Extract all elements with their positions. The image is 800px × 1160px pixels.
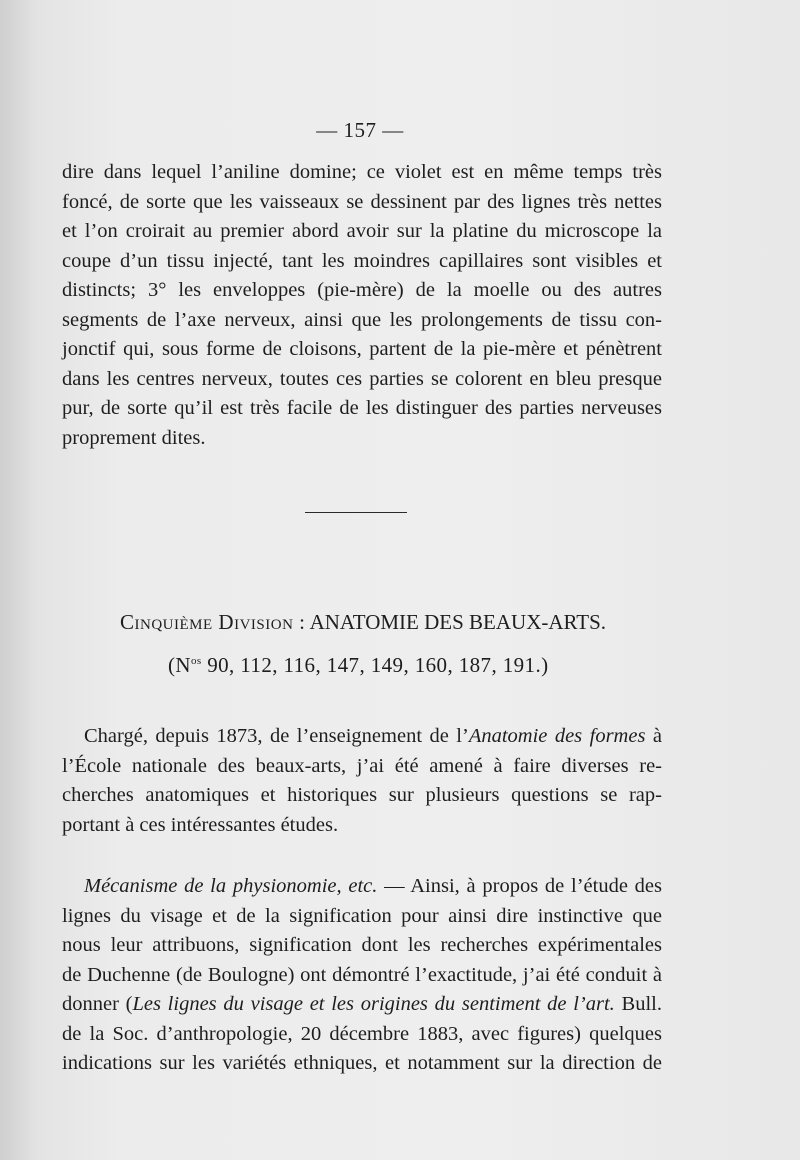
division-label: Cinquième Division :	[120, 610, 306, 634]
text-line: dans les centres nerveux, toutes ces parties se colorent en bleu presque	[62, 367, 662, 390]
text-line: distincts; 3° les enveloppes (pie-mère) de la moelle ou des autres	[62, 279, 662, 301]
refs-open: (N	[168, 653, 191, 677]
text-line: proprement dites.	[62, 426, 206, 449]
text-line: foncé, de sorte que les vaisseaux se dessinent par des lignes très nettes	[62, 190, 662, 213]
text-line	[62, 872, 662, 902]
text-line: et l’on croirait au premier abord avoir sur la platine du microscope la	[62, 220, 662, 242]
section-heading	[120, 610, 620, 635]
text-line: indications sur les variétés ethniques, et notamment sur la direction de	[62, 1052, 662, 1074]
text-segment: Bull.	[614, 993, 662, 1015]
text-segment: à	[645, 725, 662, 747]
text-line: cherches anatomiques et historiques sur plusieurs questions se rap-	[62, 784, 662, 806]
text-line	[62, 990, 662, 1020]
section-divider	[305, 512, 407, 513]
text-line: de Duchenne (de Boulogne) ont démontré l’exactitude, j’ai été conduit à	[62, 963, 662, 986]
text-segment: — Ainsi, à propos de l’étude des	[377, 875, 662, 897]
italic-heading: Mécanisme de la physionomie, etc.	[84, 875, 378, 897]
text-line: coupe d’un tissu injecté, tant les moindres capillaires sont visibles et	[62, 249, 662, 272]
text-segment: Chargé, depuis 1873, de l’enseignement de l’	[84, 725, 469, 747]
text-line: pur, de sorte qu’il est très facile de les distinguer des parties nerveuses	[62, 397, 662, 419]
refs-list: 90, 112, 116, 147, 149, 160, 187, 191.)	[201, 653, 549, 677]
text-line: portant à ces intéressantes études.	[62, 813, 339, 836]
refs-superscript: os	[190, 655, 202, 667]
text-line: l’École nationale des beaux-arts, j’ai été amené à faire diverses re-	[62, 754, 662, 777]
text-line: de la Soc. d’anthropologie, 20 décembre 1883, avec figures) quelques	[62, 1022, 662, 1045]
text-line: segments de l’axe nerveux, ainsi que les prolongements de tissu con-	[62, 308, 662, 331]
text-line: lignes du visage et de la signification pour ainsi dire instinctive que	[62, 904, 662, 927]
text-segment: donner (	[62, 993, 133, 1015]
text-line: dire dans lequel l’aniline domine; ce violet est en même temps très	[62, 161, 662, 183]
paragraph-physiognomy	[62, 872, 662, 1079]
paragraph-teaching	[62, 722, 662, 840]
italic-title: Anatomie des formes	[468, 725, 646, 747]
section-reference-numbers	[168, 653, 568, 678]
text-line: jonctif qui, sous forme de cloisons, partent de la pie-mère et pénètrent	[62, 338, 662, 360]
page-number: — 157 —	[316, 118, 404, 142]
text-line	[62, 722, 662, 752]
italic-citation: Les lignes du visage et les origines du sentiment de l’art.	[132, 993, 615, 1015]
paragraph-aniline-staining	[62, 158, 662, 453]
text-line: nous leur attribuons, signification dont les recherches expérimentales	[62, 934, 662, 956]
division-title: ANATOMIE DES BEAUX-ARTS.	[309, 610, 607, 634]
